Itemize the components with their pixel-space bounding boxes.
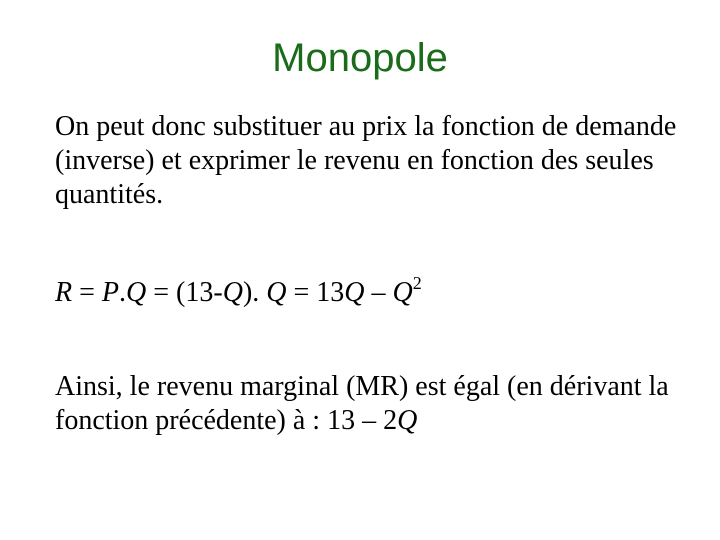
revenue-equation	[55, 273, 695, 310]
eq-symbol-q: Q	[266, 277, 287, 308]
eq-part: ).	[242, 277, 267, 308]
paragraph-marginal-revenue	[55, 370, 695, 438]
eq-part: = (13-	[146, 277, 223, 308]
eq-part: –	[364, 277, 393, 308]
eq-symbol-q: Q	[344, 277, 365, 308]
slide-title: Monopole	[272, 36, 448, 80]
eq-part: .	[119, 277, 127, 308]
eq-symbol-p: P	[101, 277, 120, 308]
marginal-revenue-text: Ainsi, le revenu marginal (MR) est égal (en dérivant la fonction précédente) à : 13 – 2	[55, 371, 669, 436]
eq-part: = 13	[286, 277, 345, 308]
paragraph-substitution: On peut donc substituer au prix la fonction de demande (inverse) et exprimer le revenu en fonction des seules quantités.	[55, 111, 677, 210]
eq-symbol-r: R	[55, 277, 73, 308]
eq-symbol-q: Q	[126, 277, 147, 308]
eq-part: =	[72, 277, 102, 308]
eq-symbol-q: Q	[397, 405, 418, 436]
eq-symbol-q: Q	[392, 277, 413, 308]
eq-symbol-q: Q	[222, 277, 243, 308]
eq-exponent: 2	[412, 273, 422, 293]
